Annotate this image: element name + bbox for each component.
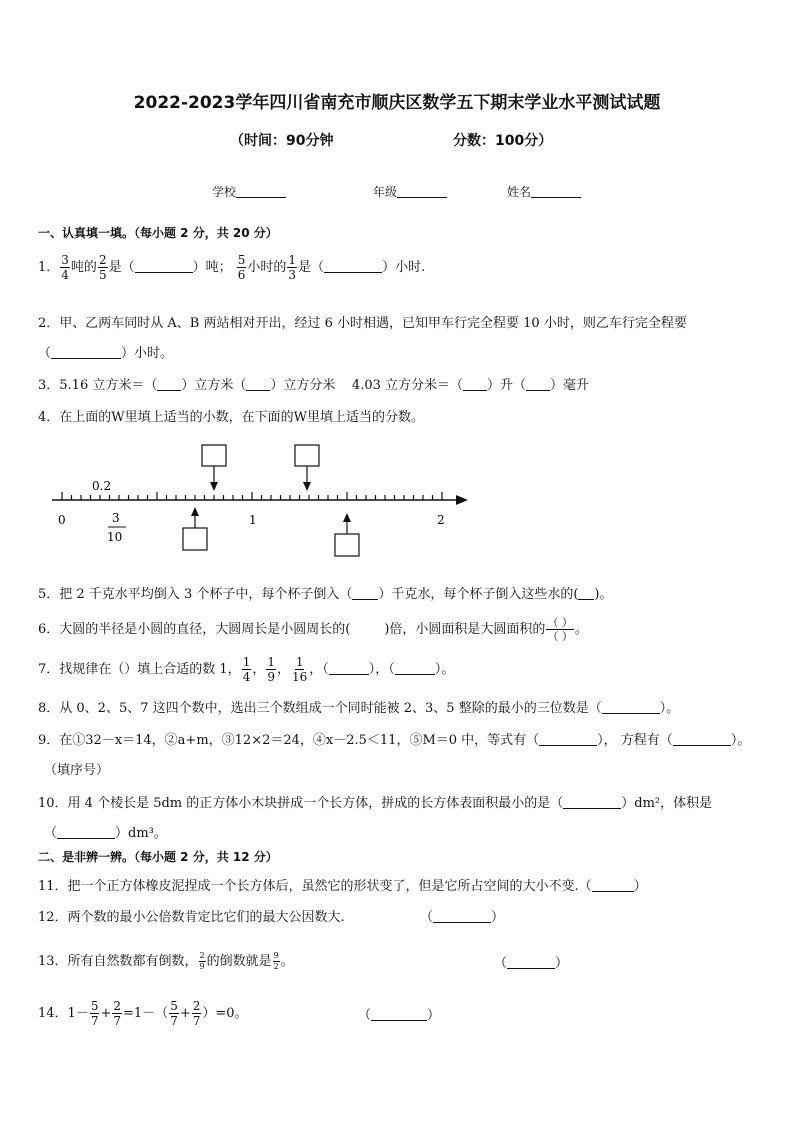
number-line-arrowhead [456,495,468,505]
q8-blank[interactable] [602,701,660,714]
q14-answer: （ ） [358,1008,441,1023]
section2-heading: 二、是非辨一辨。（每小题 2 分，共 12 分） [38,850,278,864]
q6-blank-1[interactable] [350,622,384,635]
q12-blank[interactable] [433,910,491,923]
q7-frac-1: $\frac{1}{4}$ [242,655,251,684]
question-2: 2．甲、乙两车同时从 A、B 两站相对开出，经过 6 小时相遇，已知甲车行完全程要 10 小时，则乙车行完全程要 [38,316,687,331]
label-0: 0 [58,513,66,527]
q13-blank[interactable] [507,956,555,969]
q9-blank-1[interactable] [539,733,597,746]
label-frac-denominator: 10 [107,530,123,544]
q7-blank-2[interactable] [395,662,435,675]
question-8: 8．从 0、2、5、7 这四个数中，选出三个数组成一个同时能被 2、3、5 整除的最小的三位数是（ ）。 [38,701,680,716]
q3-blank-3[interactable] [463,378,487,391]
label-1: 1 [249,513,257,527]
q2-blank[interactable] [51,346,121,359]
question-13: 13．所有自然数都有倒数， $\frac{2}{9}$ 的倒数就是 $\frac{9}{2}$ 。 [38,951,294,971]
q11-blank[interactable] [592,879,634,892]
q1-frac-2: $\frac{2}{5}$ [98,253,107,282]
q10-blank-1[interactable] [563,796,621,809]
q10-blank-2[interactable] [57,826,115,839]
q14-frac-1: $\frac{5}{7}$ [90,999,99,1028]
up-arrow-icon [343,513,351,522]
name-blank[interactable] [531,186,581,198]
section1-heading: 一、认真填一填。（每小题 2 分，共 20 分） [38,226,278,240]
q7-blank-1[interactable] [329,662,369,675]
upper-answer-box-1[interactable] [202,445,226,466]
upper-answer-box-2[interactable] [295,445,319,466]
q9-blank-2[interactable] [673,733,731,746]
exam-time: （时间：90分钟 [230,133,334,149]
question-7: 7．找规律在（）填上合适的数 1， $\frac{1}{4}$ ， $\frac{1}{9}$ ， $\frac{1}{16}$ ，（ ），（ ）。 [38,655,455,684]
q14-blank[interactable] [371,1008,427,1021]
grade-label: 年级 [373,185,398,199]
q1-blank-1[interactable] [135,260,193,273]
q1-frac-3: $\frac{5}{6}$ [237,253,246,282]
down-arrow-icon [303,482,311,491]
lower-answer-box-2[interactable] [335,534,359,556]
q3-blank-4[interactable] [526,378,550,391]
page-title: 2022-2023学年四川省南充市顺庆区数学五下期末学业水平测试试题 [133,93,661,113]
q1-frac-4: $\frac{1}{3}$ [288,253,297,282]
q3-blank-1[interactable] [157,378,181,391]
question-9: 9．在①32－x＝14，②a+m，③12×2＝24，④x－2.5＜11，⑤M＝0 中，等式有（ ）， 方程有（ ）。 [38,733,751,748]
grade-field[interactable] [373,183,447,200]
q3-blank-2[interactable] [246,378,270,391]
label-frac-numerator: 3 [112,511,120,525]
q5-blank-2[interactable] [578,587,594,600]
q13-frac-2: $\frac{9}{2}$ [273,951,279,971]
school-blank[interactable] [236,186,286,198]
question-10-line2: （ ）dm³。 [44,826,167,841]
q14-frac-3: $\frac{5}{7}$ [170,999,178,1028]
label-0-2: 0.2 [92,479,112,493]
label-2: 2 [437,513,445,527]
q13-answer: （ ） [494,956,569,971]
q13-frac-1: $\frac{2}{9}$ [199,951,205,971]
q1-frac-1: $\frac{3}{4}$ [61,253,69,282]
number-line-ticks [62,492,442,500]
q1-number: 1． [38,260,60,275]
question-12: 12．两个数的最小公倍数肯定比它们的最大公因数大. [38,910,345,925]
question-9-hint: （填序号） [44,763,110,778]
question-14: 14．1－ $\frac{5}{7}$ + $\frac{2}{7}$ =1－（ $\frac{5}{7}$ + $\frac{2}{7}$ ）=0。 [38,999,248,1028]
school-label: 学校 [212,185,237,199]
question-3: 3．5.16 立方米＝（ ）立方米（ ）立方分米 4.03 立方分米＝（ ）升（ ）毫升 [38,378,590,393]
name-field[interactable] [507,183,581,200]
question-1: 1． $\frac{3}{4}$ 吨的 $\frac{2}{5}$ 是（ ）吨； $\frac{5}{6}$ 小时的 $\frac{1}{3}$ 是（ ）小时. [38,253,426,282]
name-label: 姓名 [507,185,532,199]
lower-answer-box-1[interactable] [183,528,207,550]
q5-blank-1[interactable] [352,587,378,600]
q7-frac-3: $\frac{1}{16}$ [292,655,308,684]
grade-blank[interactable] [397,186,447,198]
q1-blank-2[interactable] [324,260,382,273]
q6-frac-blank[interactable]: $\frac{( )}{( )}$ [547,616,573,643]
question-10: 10．用 4 个棱长是 5dm 的正方体小木块拼成一个长方体，拼成的长方体表面积最小的是（ ）dm²，体积是 [38,796,713,811]
question-11: 11．把一个正方体橡皮泥捏成一个长方体后，虽然它的形状变了，但是它所占空间的大小不变.（ ） [38,879,647,894]
school-field[interactable] [212,183,286,200]
q14-frac-2: $\frac{2}{7}$ [113,999,122,1028]
q14-frac-4: $\frac{2}{7}$ [192,999,201,1028]
question-5: 5．把 2 千克水平均倒入 3 个杯子中，每个杯子倒入（ ）千克水，每个杯子倒入这些水的( )。 [38,587,613,602]
question-4: 4．在上面的W里填上适当的小数，在下面的W里填上适当的分数。 [38,410,424,425]
down-arrow-icon [210,482,218,491]
up-arrow-icon [191,507,199,516]
q7-frac-2: $\frac{1}{9}$ [267,655,275,684]
question-6: 6．大圆的半径是小圆的直径，大圆周长是小圆周长的( )倍，小圆面积是大圆面积的 $\frac{( )}{( )}$ 。 [38,616,588,643]
number-line-diagram [40,438,480,558]
exam-score: 分数：100分） [453,133,553,149]
question-2-line2: （ ）小时。 [38,346,174,361]
q12-answer: （ ） [420,910,505,925]
